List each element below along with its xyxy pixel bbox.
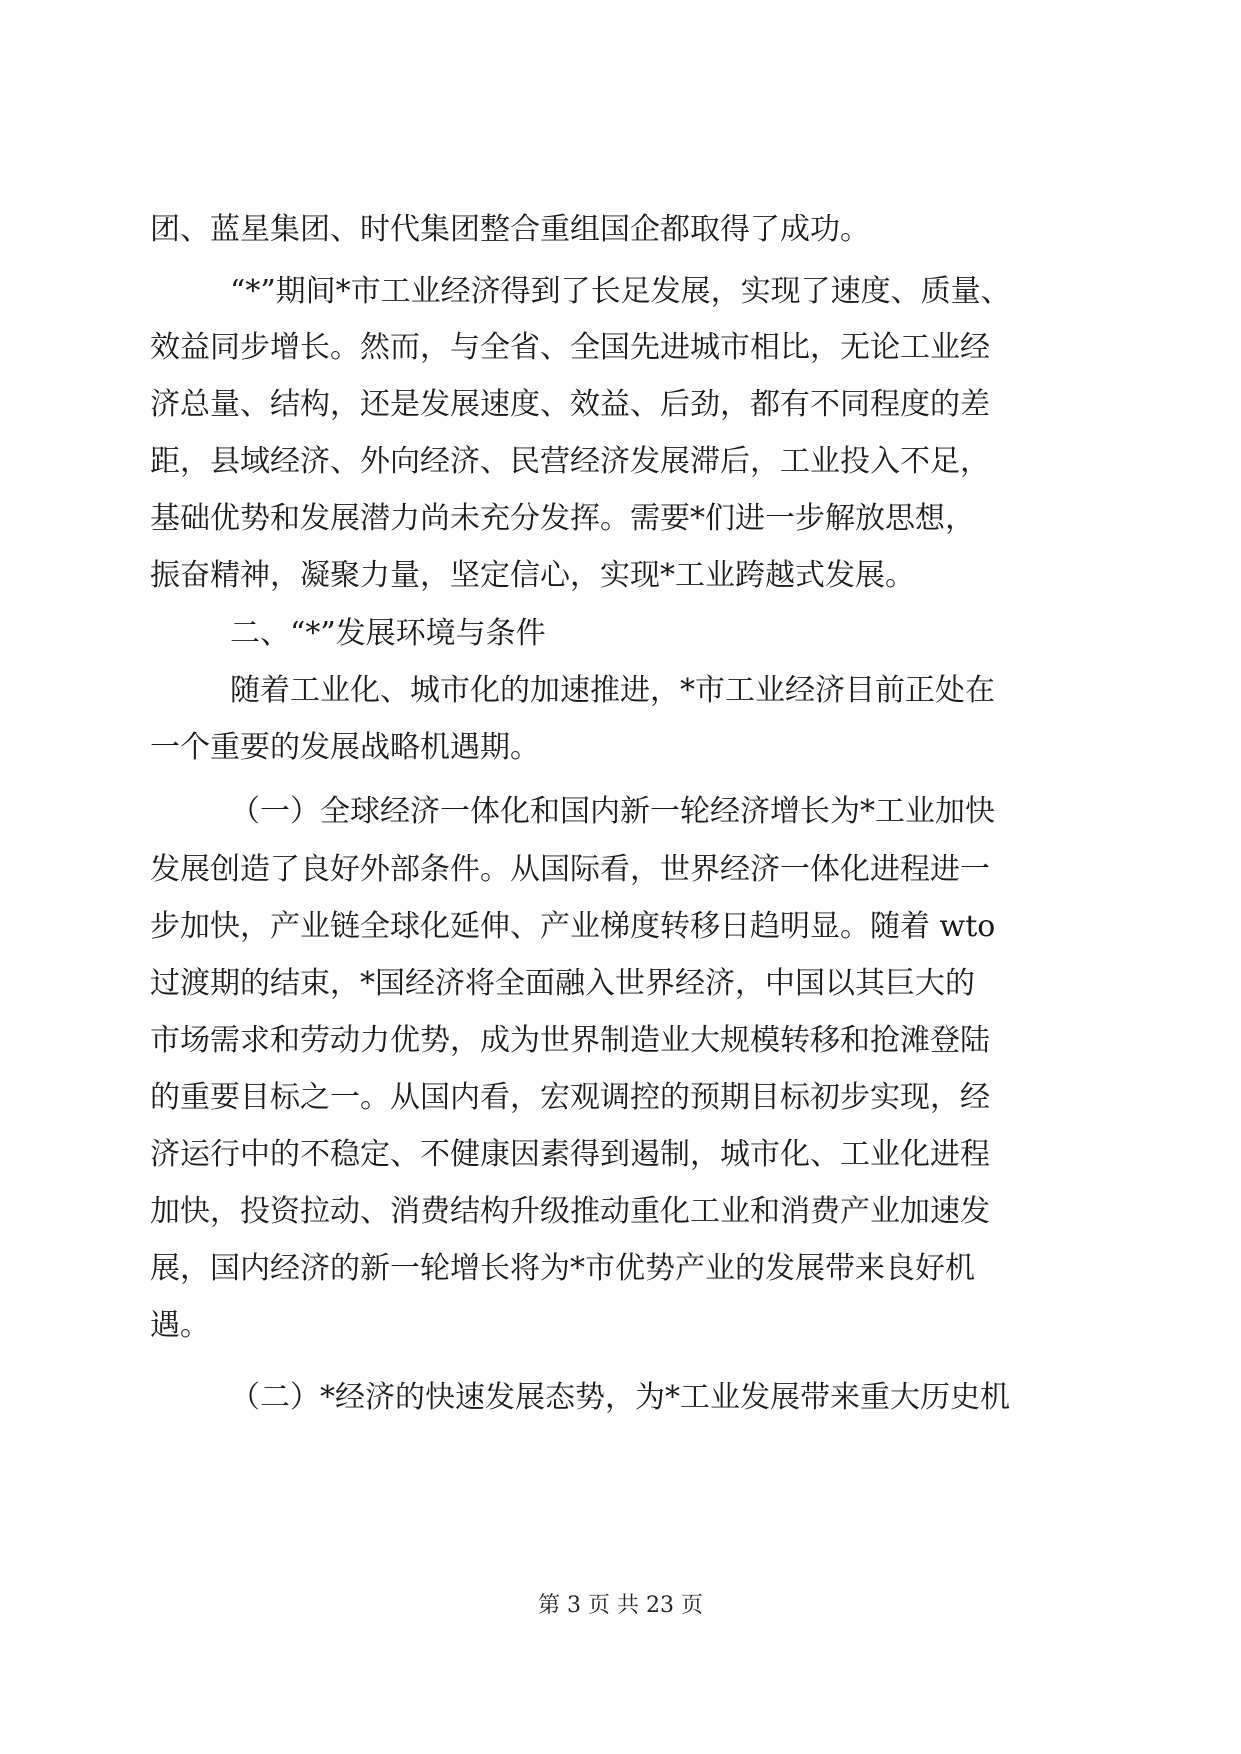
text-line-content: 发展创造了良好外部条件。从国际看，世界经济一体化进程进一	[150, 852, 990, 887]
text-line	[0, 954, 1241, 1014]
text-line-content: 基础优势和发展潜力尚未充分发挥。需要*们进一步解放思想，	[150, 501, 975, 536]
text-line	[0, 200, 1241, 260]
text-line-content: 加快，投资拉动、消费结构升级推动重化工业和消费产业加速发	[150, 1194, 990, 1229]
text-line	[0, 1368, 1241, 1428]
text-line	[0, 718, 1241, 778]
page-footer: 第 3 页 共 23 页	[538, 1593, 703, 1618]
section-heading-text: 二、“*”发展环境与条件	[230, 616, 546, 651]
text-line	[0, 1125, 1241, 1185]
text-line	[0, 661, 1241, 721]
text-line-content: 展，国内经济的新一轮增长将为*市优势产业的发展带来良好机	[150, 1251, 975, 1286]
text-line-content: 效益同步增长。然而，与全省、全国先进城市相比，无论工业经	[150, 330, 990, 365]
text-line	[0, 432, 1241, 492]
text-line	[0, 546, 1241, 606]
text-line-content: 团、蓝星集团、时代集团整合重组国企都取得了成功。	[150, 212, 870, 247]
text-line-content: 济运行中的不稳定、不健康因素得到遏制，城市化、工业化进程	[150, 1137, 990, 1172]
text-line-content: （二）*经济的快速发展态势，为*工业发展带来重大历史机	[230, 1380, 1010, 1415]
section-heading	[0, 604, 1241, 664]
text-line-content: 距，县域经济、外向经济、民营经济发展滞后，工业投入不足，	[150, 444, 990, 479]
text-line-content: 振奋精神，凝聚力量，坚定信心，实现*工业跨越式发展。	[150, 558, 915, 593]
text-line-content: （一）全球经济一体化和国内新一轮经济增长为*工业加快	[230, 794, 995, 829]
text-line	[0, 1011, 1241, 1071]
text-line	[0, 1068, 1241, 1128]
text-line-content: 济总量、结构，还是发展速度、效益、后劲，都有不同程度的差	[150, 387, 990, 422]
text-line	[0, 782, 1241, 842]
text-line-content: 过渡期的结束，*国经济将全面融入世界经济，中国以其巨大的	[150, 966, 975, 1001]
text-line-content: 一个重要的发展战略机遇期。	[150, 730, 540, 765]
text-line-content: 步加快，产业链全球化延伸、产业梯度转移日趋明显。随着 wto	[150, 909, 996, 944]
text-line-content: “*”期间*市工业经济得到了长足发展，实现了速度、质量、	[230, 274, 1011, 309]
text-line	[0, 375, 1241, 435]
text-line	[0, 318, 1241, 378]
text-line	[0, 1182, 1241, 1242]
text-line	[0, 262, 1241, 322]
text-line-content: 市场需求和劳动力优势，成为世界制造业大规模转移和抢滩登陆	[150, 1023, 990, 1058]
text-line	[0, 489, 1241, 549]
text-line	[0, 840, 1241, 900]
text-line	[0, 897, 1241, 957]
text-line	[0, 1296, 1241, 1356]
text-line-content: 随着工业化、城市化的加速推进，*市工业经济目前正处在	[230, 673, 995, 708]
text-line	[0, 1239, 1241, 1299]
text-line-content: 遇。	[150, 1308, 210, 1343]
text-line-content: 的重要目标之一。从国内看，宏观调控的预期目标初步实现，经	[150, 1080, 990, 1115]
